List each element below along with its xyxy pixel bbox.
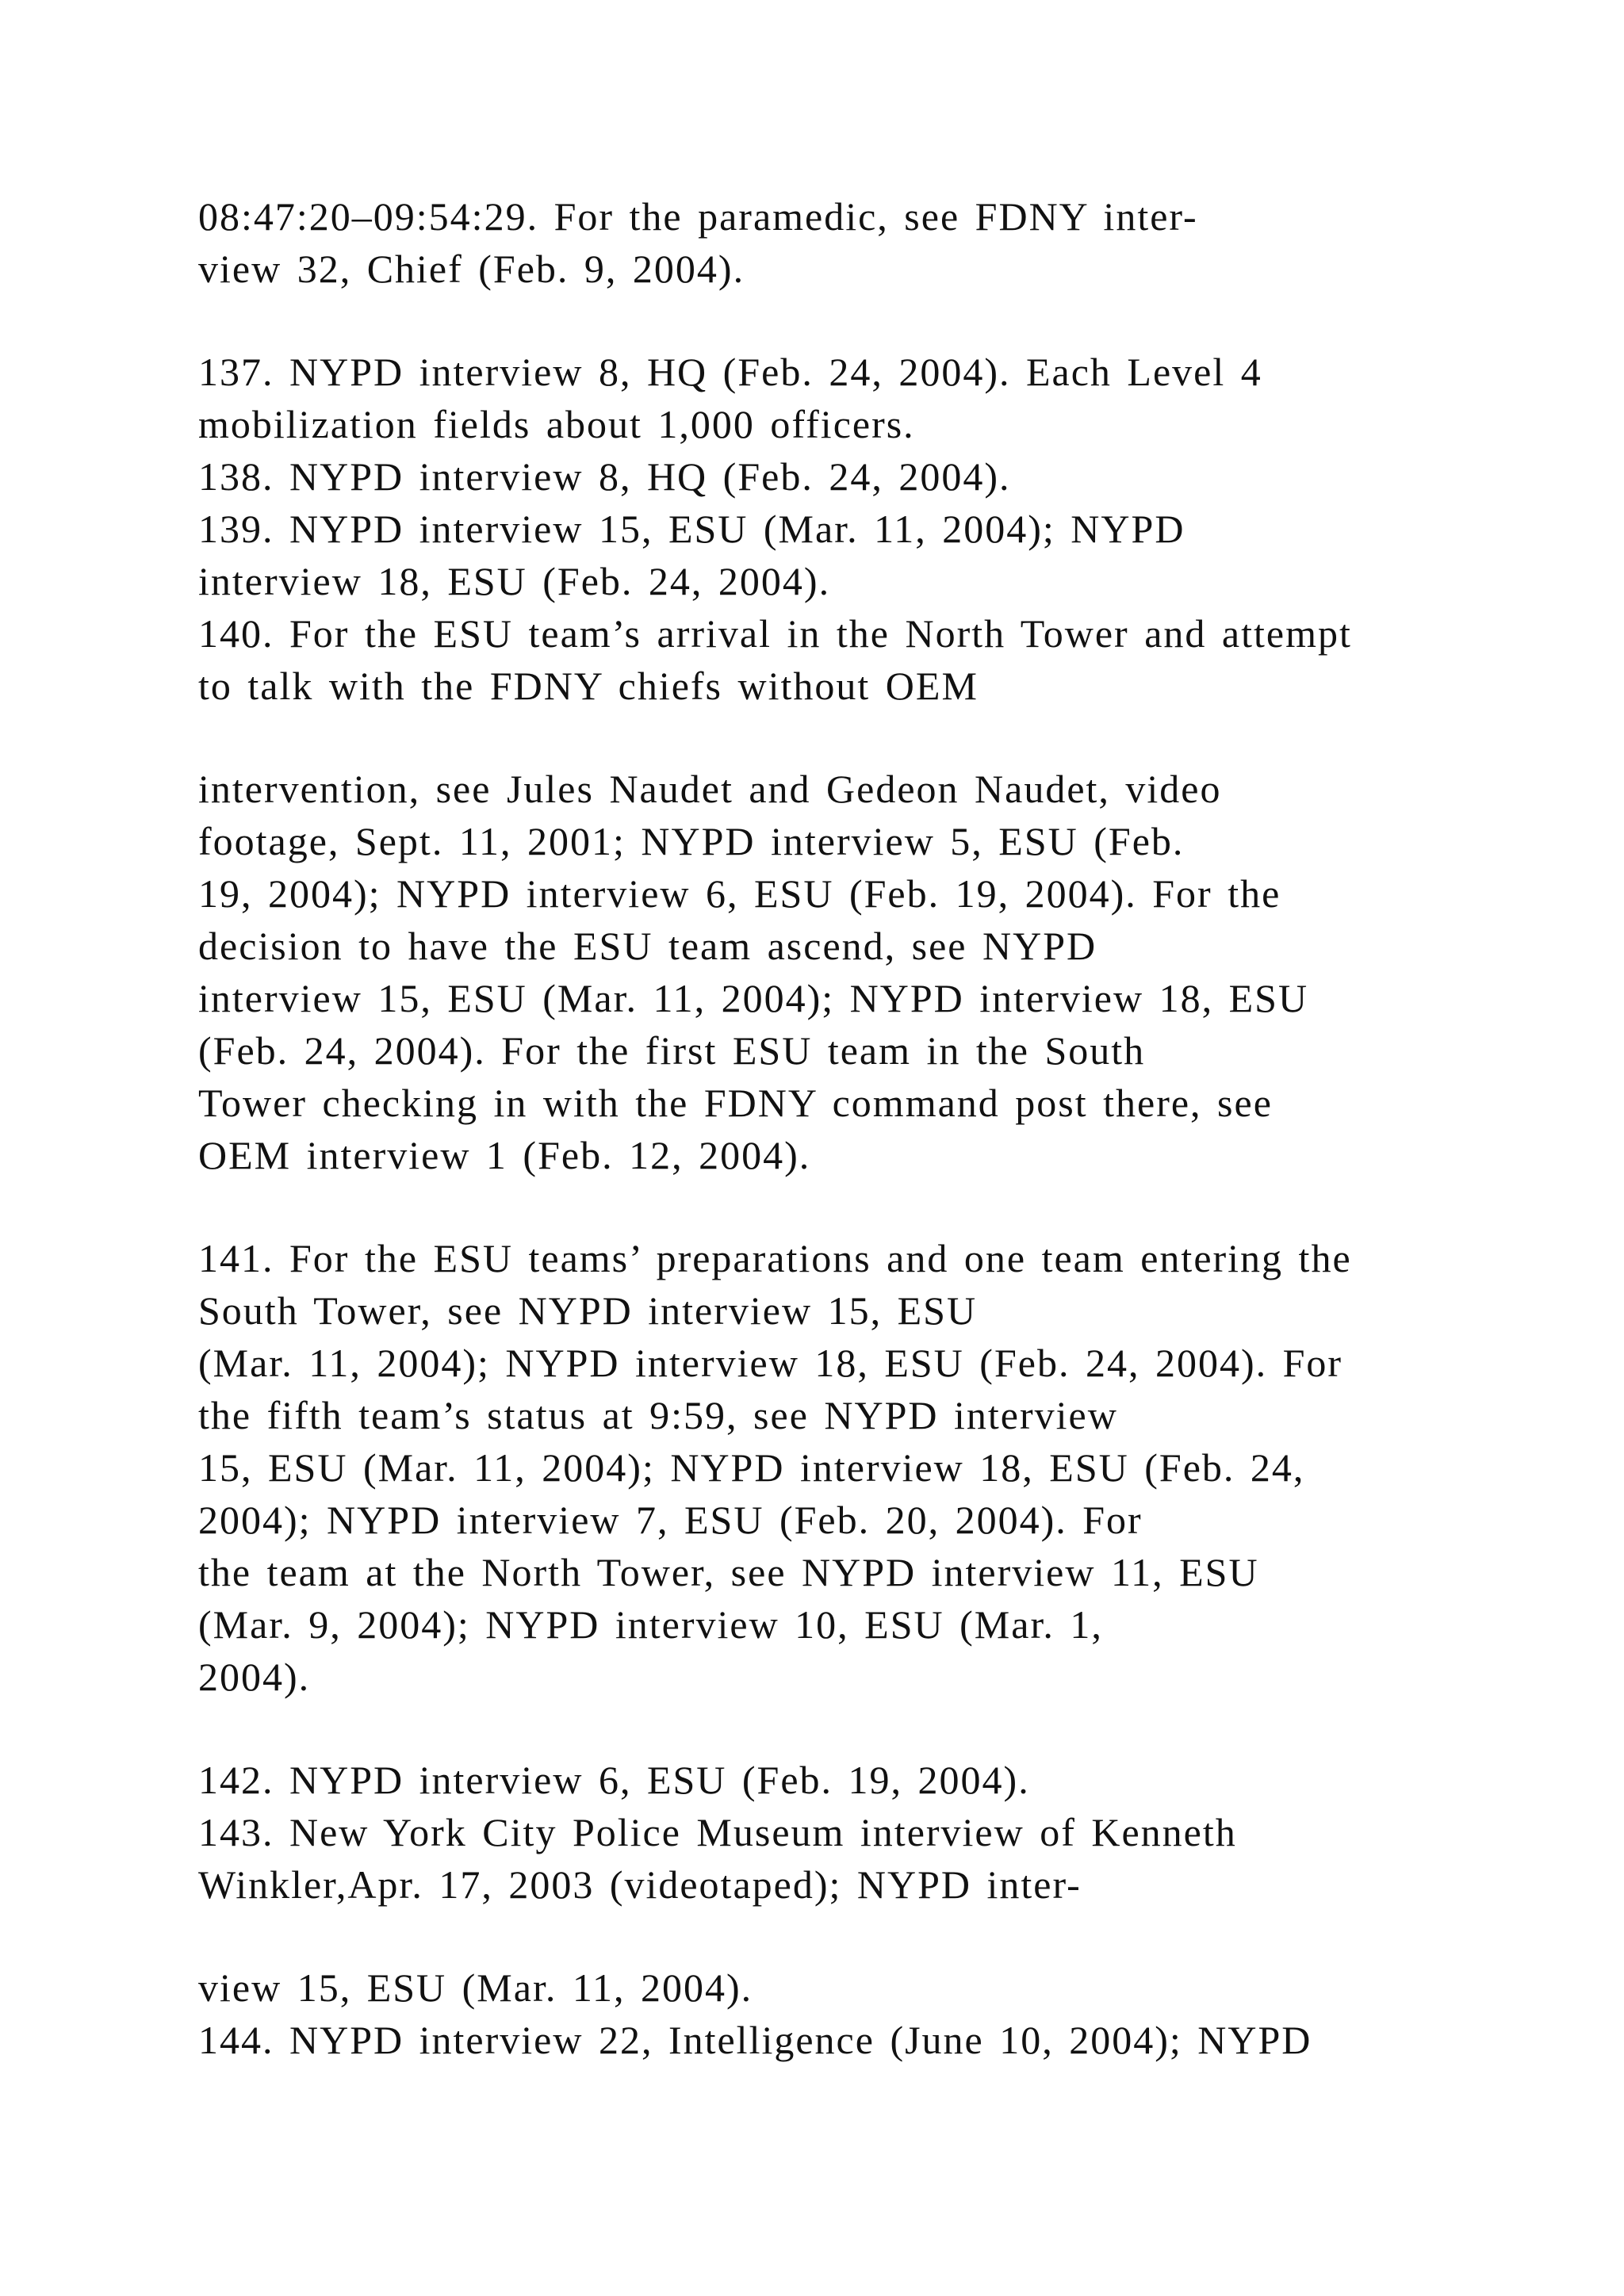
paragraph	[198, 763, 1499, 1181]
text-line: decision to have the ESU team ascend, see NYPD	[198, 924, 1097, 968]
text-line: 143. New York City Police Museum interview of Kenneth	[198, 1810, 1237, 1854]
text-line: South Tower, see NYPD interview 15, ESU	[198, 1288, 978, 1333]
text-line: the fifth team’s status at 9:59, see NYPD interview	[198, 1393, 1118, 1437]
text-line: (Feb. 24, 2004). For the first ESU team in the South	[198, 1028, 1146, 1073]
text-line: 19, 2004); NYPD interview 6, ESU (Feb. 19, 2004). For the	[198, 871, 1281, 916]
text-line: Tower checking in with the FDNY command post there, see	[198, 1081, 1273, 1125]
text-line: 2004).	[198, 1655, 311, 1699]
text-line: 140. For the ESU team’s arrival in the North Tower and attempt	[198, 611, 1352, 656]
paragraph-gap	[198, 295, 1499, 346]
text-line: mobilization fields about 1,000 officers.	[198, 402, 915, 446]
text-line: intervention, see Jules Naudet and Gedeon Naudet, video	[198, 767, 1222, 811]
text-line: view 15, ESU (Mar. 11, 2004).	[198, 1965, 753, 2010]
text-line: the team at the North Tower, see NYPD interview 11, ESU	[198, 1550, 1259, 1594]
text-line: 142. NYPD interview 6, ESU (Feb. 19, 2004).	[198, 1758, 1030, 1802]
paragraph-gap	[198, 1181, 1499, 1232]
text-line: OEM interview 1 (Feb. 12, 2004).	[198, 1133, 811, 1177]
text-line: to talk with the FDNY chiefs without OEM	[198, 664, 979, 708]
text-line: 137. NYPD interview 8, HQ (Feb. 24, 2004). Each Level 4	[198, 350, 1262, 394]
text-line: 15, ESU (Mar. 11, 2004); NYPD interview 18, ESU (Feb. 24,	[198, 1445, 1305, 1490]
text-line: 138. NYPD interview 8, HQ (Feb. 24, 2004).	[198, 454, 1011, 499]
text-line: (Mar. 11, 2004); NYPD interview 18, ESU (Feb. 24, 2004). For	[198, 1341, 1343, 1385]
text-line: interview 18, ESU (Feb. 24, 2004).	[198, 559, 831, 603]
text-line: (Mar. 9, 2004); NYPD interview 10, ESU (Mar. 1,	[198, 1602, 1103, 1647]
paragraph-gap	[198, 1911, 1499, 1961]
paragraph-gap	[198, 1703, 1499, 1754]
text-line: view 32, Chief (Feb. 9, 2004).	[198, 247, 745, 291]
paragraph	[198, 1754, 1499, 1911]
paragraph	[198, 1961, 1499, 2066]
endnotes-text	[198, 190, 1499, 2066]
text-line: 144. NYPD interview 22, Intelligence (June 10, 2004); NYPD	[198, 2018, 1312, 2062]
text-line: Winkler,Apr. 17, 2003 (videotaped); NYPD inter-	[198, 1862, 1082, 1907]
paragraph	[198, 1232, 1499, 1703]
text-line: 141. For the ESU teams’ preparations and one team entering the	[198, 1236, 1352, 1280]
paragraph	[198, 190, 1499, 295]
text-line: interview 15, ESU (Mar. 11, 2004); NYPD interview 18, ESU	[198, 976, 1309, 1020]
paragraph-gap	[198, 712, 1499, 763]
text-line: footage, Sept. 11, 2001; NYPD interview 5, ESU (Feb.	[198, 819, 1185, 863]
text-line: 08:47:20–09:54:29. For the paramedic, see FDNY inter-	[198, 194, 1198, 239]
text-line: 139. NYPD interview 15, ESU (Mar. 11, 2004); NYPD	[198, 507, 1185, 551]
text-line: 2004); NYPD interview 7, ESU (Feb. 20, 2004). For	[198, 1498, 1143, 1542]
paragraph	[198, 346, 1499, 712]
